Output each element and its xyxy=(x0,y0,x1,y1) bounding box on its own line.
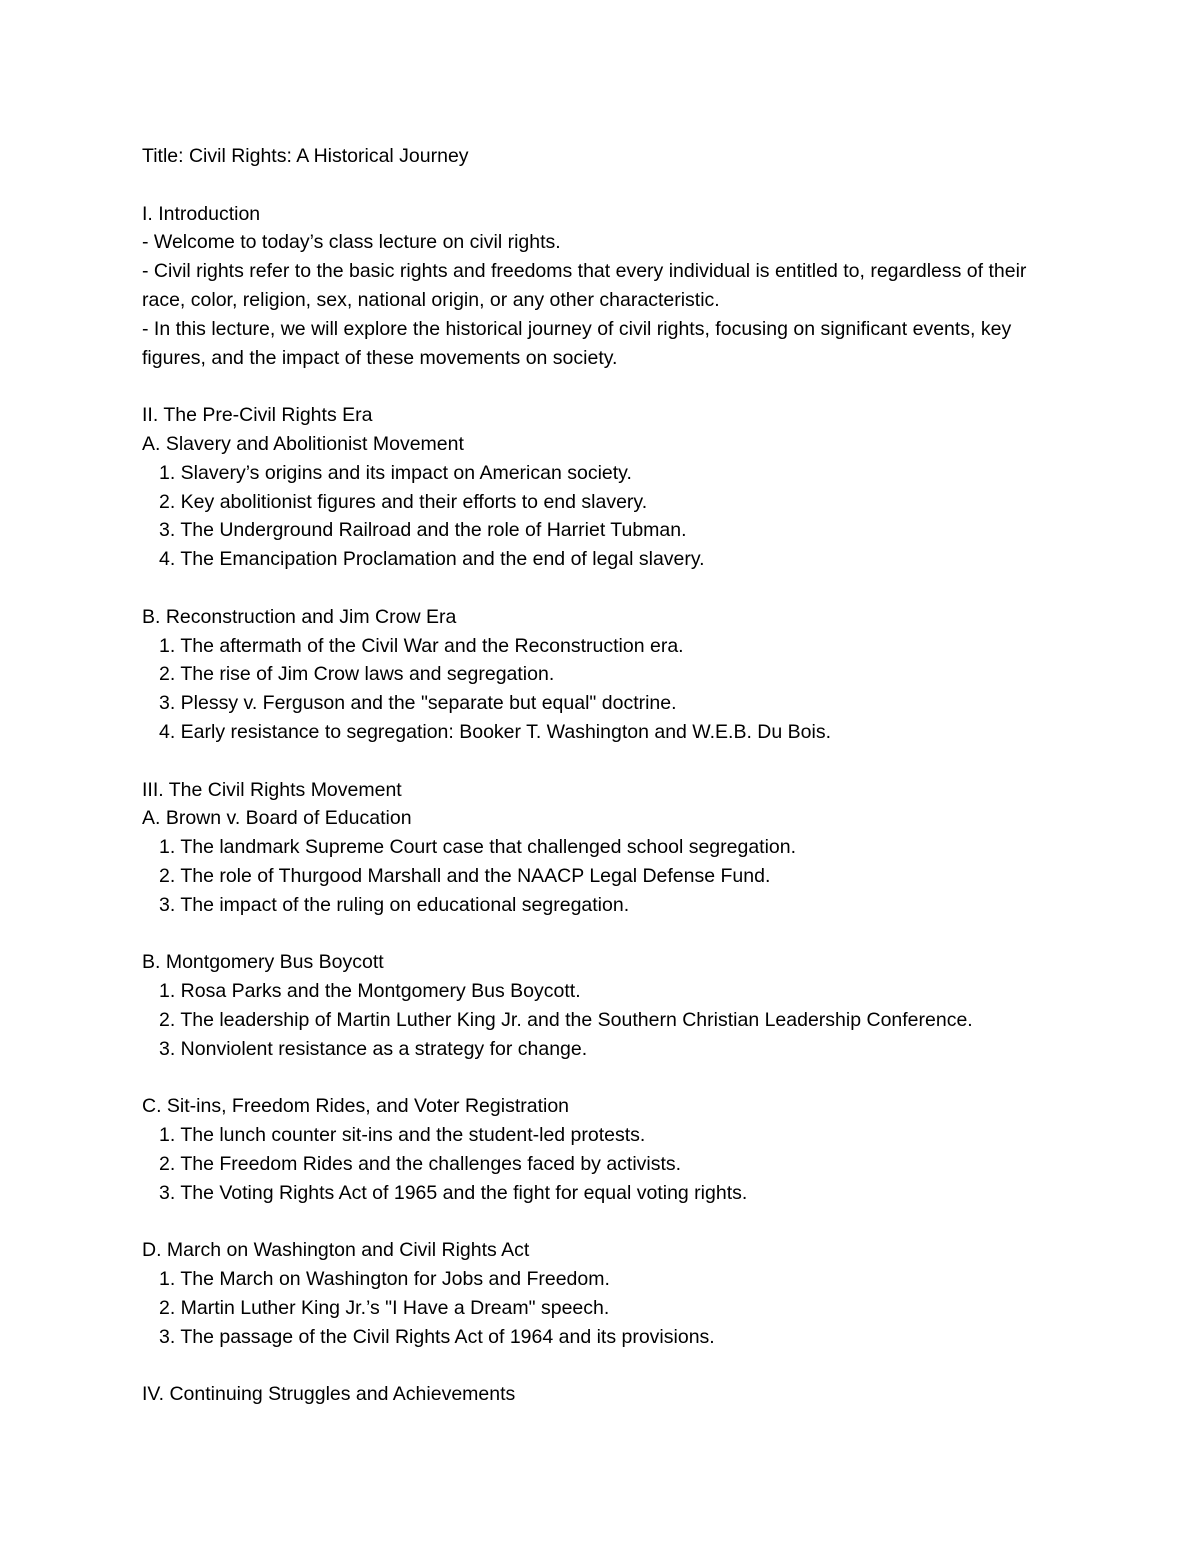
subsection-heading: D. March on Washington and Civil Rights Act xyxy=(142,1239,530,1262)
list-item: 3. Plessy v. Ferguson and the "separate but equal" doctrine. xyxy=(159,692,677,715)
subsection-heading: B. Reconstruction and Jim Crow Era xyxy=(142,605,457,628)
list-item: 2. The leadership of Martin Luther King Jr. and the Southern Christian Leadership Conference. xyxy=(159,1008,973,1031)
list-item: 1. Slavery’s origins and its impact on American society. xyxy=(159,461,632,484)
section-heading-introduction: I. Introduction xyxy=(142,202,261,225)
document-title: Title: Civil Rights: A Historical Journey xyxy=(142,145,469,167)
intro-paragraph: - Civil rights refer to the basic rights and freedoms that every individual is entitled to, regardless of their race, color, religion, sex, national origin, or any other characteristic. xyxy=(142,260,1027,311)
subsection-heading: B. Montgomery Bus Boycott xyxy=(142,951,384,974)
section-heading-civil-rights-movement: III. The Civil Rights Movement xyxy=(142,778,402,801)
spacer xyxy=(142,1351,1062,1380)
spacer xyxy=(142,171,1062,200)
list-item: 1. The aftermath of the Civil War and the Reconstruction era. xyxy=(159,634,684,657)
list-item: 2. The role of Thurgood Marshall and the NAACP Legal Defense Fund. xyxy=(159,864,771,887)
spacer xyxy=(142,1064,1062,1093)
intro-paragraph: - In this lecture, we will explore the historical journey of civil rights, focusing on significant events, key figures, and the impact of these movements on society. xyxy=(142,317,1012,369)
list-item: 1. The lunch counter sit-ins and the student-led protests. xyxy=(159,1124,646,1147)
spacer xyxy=(142,1207,1062,1236)
list-item: 2. The rise of Jim Crow laws and segregation. xyxy=(159,663,555,686)
list-item: 4. The Emancipation Proclamation and the end of legal slavery. xyxy=(159,548,705,571)
list-item: 1. The landmark Supreme Court case that challenged school segregation. xyxy=(159,836,797,859)
list-item: 3. The Underground Railroad and the role of Harriet Tubman. xyxy=(159,519,687,542)
list-item: 3. Nonviolent resistance as a strategy for change. xyxy=(159,1037,588,1060)
list-item: 2. Martin Luther King Jr.’s "I Have a Dream" speech. xyxy=(159,1296,610,1319)
list-item: 1. Rosa Parks and the Montgomery Bus Boycott. xyxy=(159,980,581,1003)
section-heading-pre-civil-rights: II. The Pre-Civil Rights Era xyxy=(142,404,373,427)
subsection-heading: C. Sit-ins, Freedom Rides, and Voter Registration xyxy=(142,1095,570,1118)
spacer xyxy=(142,920,1062,949)
list-item: 1. The March on Washington for Jobs and Freedom. xyxy=(159,1268,610,1291)
section-heading-continuing-struggles: IV. Continuing Struggles and Achievements xyxy=(142,1383,516,1406)
subsection-heading: A. Brown v. Board of Education xyxy=(142,807,412,830)
spacer xyxy=(142,747,1062,776)
intro-paragraph: - Welcome to today’s class lecture on civil rights. xyxy=(142,231,561,254)
document-body xyxy=(142,142,1062,1409)
list-item: 3. The passage of the Civil Rights Act of 1964 and its provisions. xyxy=(159,1325,715,1348)
list-item: 3. The Voting Rights Act of 1965 and the fight for equal voting rights. xyxy=(159,1181,748,1204)
list-item: 2. The Freedom Rides and the challenges faced by activists. xyxy=(159,1152,682,1175)
list-item: 2. Key abolitionist figures and their efforts to end slavery. xyxy=(159,490,648,513)
spacer xyxy=(142,372,1062,401)
list-item: 3. The impact of the ruling on educational segregation. xyxy=(159,893,630,916)
spacer xyxy=(142,574,1062,603)
subsection-heading: A. Slavery and Abolitionist Movement xyxy=(142,432,464,455)
list-item: 4. Early resistance to segregation: Booker T. Washington and W.E.B. Du Bois. xyxy=(159,720,832,743)
